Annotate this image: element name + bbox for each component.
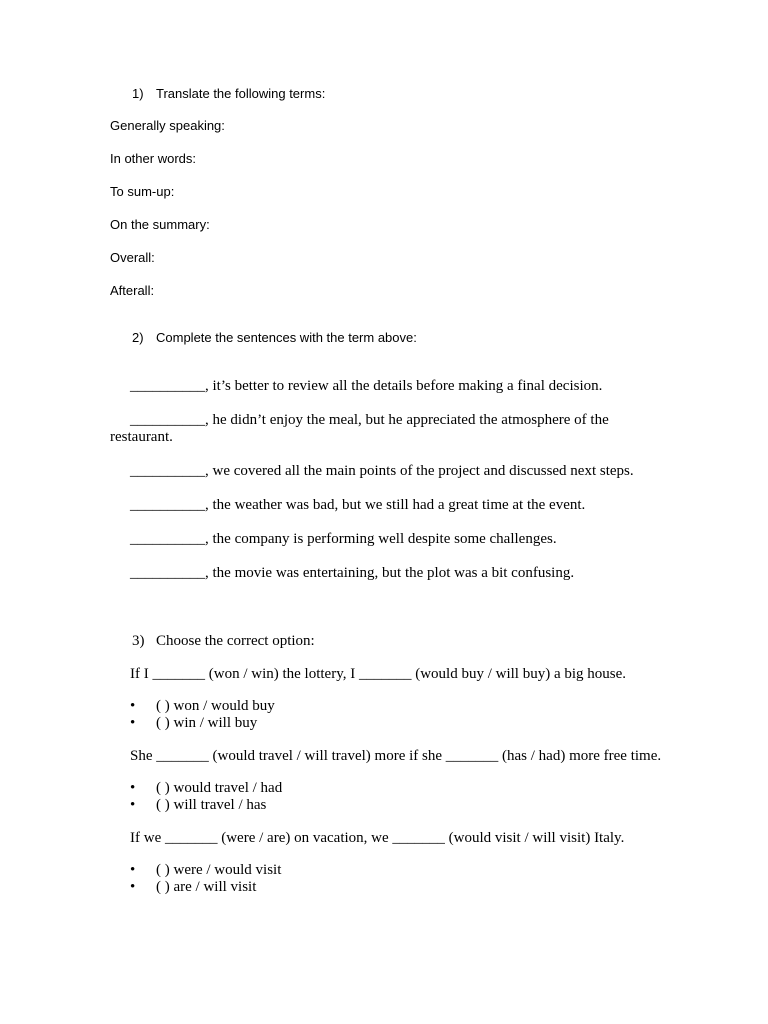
option-text: ( ) will travel / has [156, 797, 267, 813]
bullet-icon: • [130, 698, 136, 714]
section-complete [110, 330, 670, 599]
question-text: She _______ (would travel / will travel) more if she _______ (has / had) more free time. [130, 748, 662, 764]
sentence-item: __________, the company is performing well despite some challenges. [130, 531, 557, 547]
terms-list [110, 117, 670, 299]
option-item [110, 715, 670, 732]
bullet-icon: • [130, 797, 136, 813]
term-item: Generally speaking: [110, 118, 225, 133]
term-item: In other words: [110, 151, 196, 166]
bullet-icon: • [130, 780, 136, 796]
option-text: ( ) win / will buy [156, 715, 258, 731]
options-list [110, 780, 670, 814]
option-item [110, 780, 670, 797]
section-3-number: 3) [132, 633, 145, 649]
section-2-number: 2) [132, 330, 144, 345]
sentence-item: __________, he didn’t enjoy the meal, but he appreciated the atmosphere of the restaurant. [110, 412, 609, 445]
section-2-heading [110, 330, 670, 345]
option-text: ( ) won / would buy [156, 698, 275, 714]
option-text: ( ) would travel / had [156, 780, 283, 796]
sentence-item: __________, the weather was bad, but we still had a great time at the event. [130, 497, 586, 513]
sentences-list [110, 378, 670, 582]
option-item [110, 797, 670, 814]
options-list [110, 862, 670, 896]
section-1-heading [110, 86, 670, 101]
section-1-title: Translate the following terms: [156, 86, 326, 101]
option-item [110, 862, 670, 879]
bullet-icon: • [130, 715, 136, 731]
section-2-title: Complete the sentences with the term above: [156, 330, 417, 345]
options-list [110, 698, 670, 732]
section-choose [110, 633, 670, 896]
term-item: Afterall: [110, 283, 155, 298]
sentence-item: __________, we covered all the main points of the project and discussed next steps. [130, 463, 634, 479]
question-text: If I _______ (won / win) the lottery, I _______ (would buy / will buy) a big house. [130, 666, 627, 682]
section-3-title: Choose the correct option: [156, 633, 315, 649]
option-text: ( ) are / will visit [156, 879, 257, 895]
option-text: ( ) were / would visit [156, 862, 282, 878]
sentence-item: __________, the movie was entertaining, but the plot was a bit confusing. [130, 565, 575, 581]
term-item: To sum-up: [110, 184, 175, 199]
question-text: If we _______ (were / are) on vacation, we _______ (would visit / will visit) Italy. [130, 830, 625, 846]
term-item: Overall: [110, 250, 155, 265]
bullet-icon: • [130, 862, 136, 878]
section-translate [110, 86, 670, 299]
option-item [110, 698, 670, 715]
section-1-number: 1) [132, 86, 144, 101]
section-3-heading [110, 633, 670, 650]
bullet-icon: • [130, 879, 136, 895]
term-item: On the summary: [110, 217, 210, 232]
sentence-item: __________, it’s better to review all the details before making a final decision. [130, 378, 603, 394]
option-item [110, 879, 670, 896]
